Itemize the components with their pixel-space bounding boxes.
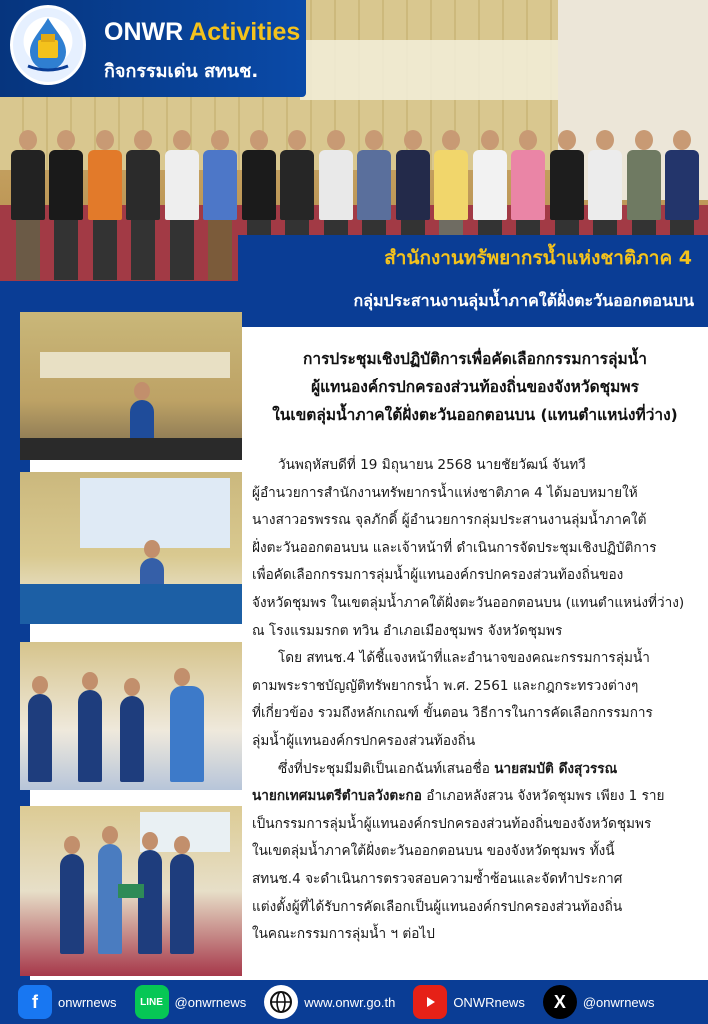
body-line: นางสาวอรพรรณ จุลภักดิ์ ผู้อำนวยการกลุ่มประสานงานลุ่มน้ำภาคใต้ (252, 512, 647, 529)
photo-participants-standing (20, 642, 242, 790)
line-link[interactable]: LINE @onwrnews (135, 985, 247, 1019)
header-brand-box (0, 0, 306, 97)
hero-meeting-banner (300, 40, 560, 100)
body-line: ณ โรงแรมมรกต ทวิน อำเภอเมืองชุมพร จังหวัดชุมพร (252, 622, 563, 639)
photo-certificate-presentation (20, 806, 242, 976)
facebook-icon: f (18, 985, 52, 1019)
document-title-line: ในเขตลุ่มน้ำภาคใต้ฝั่งตะวันออกตอนบน (แทนตำแหน่งที่ว่าง) (272, 406, 678, 424)
document-title (252, 345, 698, 429)
body-line: ลุ่มน้ำผู้แทนองค์กรปกครองส่วนท้องถิ่น (252, 732, 476, 749)
body-line: ในคณะกรรมการลุ่มน้ำ ฯ ต่อไป (252, 926, 435, 943)
agency-subtitle: กลุ่มประสานงานลุ่มน้ำภาคใต้ฝั่งตะวันออกตอนบน (353, 291, 694, 310)
line-icon: LINE (135, 985, 169, 1019)
brand-title: ONWR Activities (104, 18, 301, 46)
nominee-name: นายสมบัติ ดึงสุวรรณ (494, 760, 618, 777)
x-link[interactable]: X @onwrnews (543, 985, 655, 1019)
youtube-icon (413, 985, 447, 1019)
facebook-link[interactable]: f onwrnews (18, 985, 117, 1019)
onwr-logo (10, 5, 86, 85)
body-line: ที่เกี่ยวข้อง รวมถึงหลักเกณฑ์ ขั้นตอน วิธีการในการคัดเลือกกรรมการ (252, 705, 653, 722)
body-line: นายกเทศมนตรีตำบลวังตะกอ อำเภอหลังสวน จังหวัดชุมพร เพียง 1 ราย (252, 788, 665, 805)
document-body (252, 452, 698, 949)
youtube-link[interactable]: ONWRnews (413, 985, 525, 1019)
website-link[interactable]: www.onwr.go.th (264, 985, 395, 1019)
brand-subtitle: กิจกรรมเด่น สทนช. (104, 61, 259, 82)
body-line: ฝั่งตะวันออกตอนบน และเจ้าหน้าที่ ดำเนินการจัดประชุมเชิงปฏิบัติการ (252, 539, 657, 556)
body-line: วันพฤหัสบดีที่ 19 มิถุนายน 2568 นายชัยวัฒน์ จันทวี (278, 457, 586, 473)
x-icon: X (543, 985, 577, 1019)
body-line: ในเขตลุ่มน้ำภาคใต้ฝั่งตะวันออกตอนบน ของจังหวัดชุมพร ทั้งนี้ (252, 843, 615, 860)
body-line: ซึ่งที่ประชุมมีมติเป็นเอกฉันท์เสนอชื่อ นายสมบัติ ดึงสุวรรณ (278, 760, 618, 777)
body-line: สทนช.4 จะดำเนินการตรวจสอบความซ้ำซ้อนและจัดทำประกาศ (252, 870, 623, 887)
document-title-line: การประชุมเชิงปฏิบัติการเพื่อคัดเลือกกรรมการลุ่มน้ำ (302, 350, 648, 368)
paragraph-2 (252, 645, 698, 755)
agency-title: สำนักงานทรัพยากรน้ำแห่งชาติภาค 4 (384, 247, 692, 269)
globe-icon (264, 985, 298, 1019)
document-title-line: ผู้แทนองค์กรปกครองส่วนท้องถิ่นของจังหวัดชุมพร (311, 378, 639, 396)
social-footer (0, 980, 708, 1024)
body-line: เพื่อคัดเลือกกรรมการลุ่มน้ำผู้แทนองค์กรปกครองส่วนท้องถิ่นของ (252, 567, 624, 584)
photo-presenter-table (20, 472, 242, 624)
body-line: จังหวัดชุมพร ในเขตลุ่มน้ำภาคใต้ฝั่งตะวันออกตอนบน (แทนตำแหน่งที่ว่าง) (252, 594, 685, 611)
photo-column (0, 312, 244, 980)
paragraph-1 (252, 452, 698, 645)
body-line: โดย สทนช.4 ได้ชี้แจงหน้าที่และอำนาจของคณะกรรมการลุ่มน้ำ (278, 650, 650, 667)
paragraph-3 (252, 756, 698, 949)
nominee-position: นายกเทศมนตรีตำบลวังตะกอ (252, 788, 422, 805)
body-line: ผู้อำนวยการสำนักงานทรัพยากรน้ำแห่งชาติภาค 4 ได้มอบหมายให้ (252, 484, 638, 501)
photo-speaker-podium (20, 312, 242, 460)
body-line: ตามพระราชบัญญัติทรัพยากรน้ำ พ.ศ. 2561 และกฎกระทรวงต่างๆ (252, 677, 639, 694)
body-line: แต่งตั้งผู้ที่ได้รับการคัดเลือกเป็นผู้แทนองค์กรปกครองส่วนท้องถิ่น (252, 898, 623, 915)
body-line: เป็นกรรมการลุ่มน้ำผู้แทนองค์กรปกครองส่วนท้องถิ่นของจังหวัดชุมพร (252, 815, 652, 832)
